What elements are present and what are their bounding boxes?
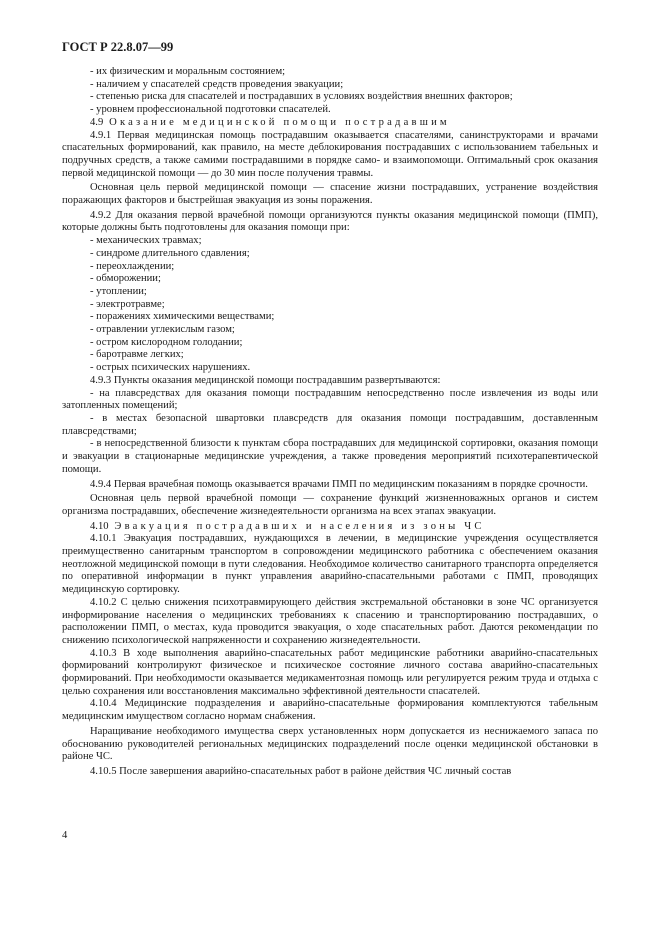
section-title: Оказание медицинской помощи пострадавшим: [109, 116, 450, 128]
document-header: ГОСТ Р 22.8.07—99: [62, 40, 174, 54]
section-title: Эвакуация пострадавших и населения из зоны ЧС: [114, 520, 485, 532]
paragraph-4-10-2: 4.10.2 С целью снижения психотравмирующего действия экстремальной обстановки в зоне ЧС организуется информирование населения о медицинских требованиях к спасению и транспортированию пострадавших, о расположении ПМП, о местах, куда проводится эвакуация, о ходе спасательных работ. Даются рекомендации по снижению психологической напряженности и сохранению жизнедеятельности.: [62, 596, 598, 646]
paragraph: Основная цель первой врачебной помощи — сохранение функций жизненноважных органов и систем организма пострадавших, обеспечение жизнедеятельности организма на всех этапах эвакуации.: [62, 493, 598, 517]
paragraph-4-9-4: 4.9.4 Первая врачебная помощь оказывается врачами ПМП по медицинским показаниям в порядке срочности.: [90, 478, 588, 490]
section-heading-4-10: [62, 521, 598, 534]
list-item: - уровнем профессиональной подготовки спасателей.: [90, 104, 331, 116]
paragraph-4-9-3: 4.9.3 Пункты оказания медицинской помощи пострадавшим развертываются:: [90, 374, 441, 386]
list-item: - синдроме длительного сдавления;: [90, 247, 250, 259]
paragraph: Наращивание необходимого имущества сверх установленных норм допускается из неснижаемого запаса по обоснованию руководителей региональных медицинских подразделений после оценки медицинской обстановки в районе ЧС.: [62, 725, 598, 763]
page-number: 4: [62, 830, 68, 841]
list-item: - в непосредственной близости к пунктам сбора пострадавших для медицинской сортировки, оказания помощи и эвакуации в стационарные медицинские учреждения, а также проведения мероприятий психотерапевтической помощи.: [62, 438, 598, 475]
paragraph-4-10-3: 4.10.3 В ходе выполнения аварийно-спасательных работ медицинские работники аварийно-спасательных формирований контролируют физическое и психическое состояние личного состава аварийно-спасательных формирований. При необходимости оказывается медикаментозная помощь или регулируется режим труда и отдыха с целью сохранения или восстановления максимально эффективной деятельности спасателей.: [62, 647, 598, 697]
document-body: [62, 66, 598, 779]
list-item: - их физическим и моральным состоянием;: [90, 66, 286, 77]
list-item: - в местах безопасной швартовки плавсредств для оказания помощи пострадавшим, доставленным плавсредствами;: [62, 412, 598, 437]
list-item: - остром кислородном голодании;: [90, 336, 243, 348]
list-item: - утоплении;: [90, 285, 147, 297]
paragraph-4-9-1: 4.9.1 Первая медицинская помощь пострадавшим оказывается спасателями, санинструкторами и врачами спасательных формирований, как правило, на месте деблокирования пострадавших с использованием табельных и подручных средств, а также самими пострадавшими в порядке само- и взаимопомощи. Оптимальный срок оказания первой медицинской помощи — до 30 мин после получения травмы.: [62, 129, 598, 179]
list-item: - поражениях химическими веществами;: [90, 311, 275, 323]
paragraph-4-10-1: 4.10.1 Эвакуация пострадавших, нуждающихся в лечении, в медицинские учреждения осуществляется преимущественно санитарным транспортом в сопровождении медицинского работника с обеспечением оказания неотложной медицинской помощи в пути следования. Необходимое количество санитарного транспорта определяется по оперативной информации в пункт управления аварийно-спасательными работами с ПМП, проводящих медицинскую сортировку.: [62, 533, 598, 596]
list-item: - обморожении;: [90, 273, 161, 285]
section-number: 4.10: [90, 520, 109, 532]
list-item: - баротравме легких;: [90, 349, 184, 361]
paragraph: Основная цель первой медицинской помощи — спасение жизни пострадавших, устранение воздействия поражающих факторов и быстрейшая эвакуация из зоны поражения.: [62, 182, 598, 207]
list-item: - наличием у спасателей средств проведения эвакуации;: [90, 78, 344, 90]
paragraph-4-10-5: 4.10.5 После завершения аварийно-спасательных работ в районе действия ЧС личный состав: [90, 765, 512, 777]
paragraph-4-10-4: 4.10.4 Медицинские подразделения и аварийно-спасательные формирования комплектуются табельным медицинским имуществом согласно нормам снабжения.: [62, 698, 598, 723]
list-item: - электротравме;: [90, 298, 165, 310]
list-item: - переохлаждении;: [90, 260, 175, 272]
section-heading-4-9: [62, 117, 598, 130]
list-item: - степенью риска для спасателей и пострадавших в условиях воздействия внешних факторов;: [90, 91, 513, 103]
list-item: - на плавсредствах для оказания помощи пострадавшим непосредственно после извлечения из воды или затопленных помещений;: [62, 387, 598, 412]
list-item: - механических травмах;: [90, 235, 202, 247]
list-item: - отравлении углекислым газом;: [90, 324, 235, 336]
list-item: - острых психических нарушениях.: [90, 362, 251, 374]
section-number: 4.9: [90, 116, 104, 128]
paragraph-4-9-2: 4.9.2 Для оказания первой врачебной помощи организуются пункты оказания медицинской помощи (ПМП), которые должны быть подготовлены для оказания помощи при:: [62, 209, 598, 234]
